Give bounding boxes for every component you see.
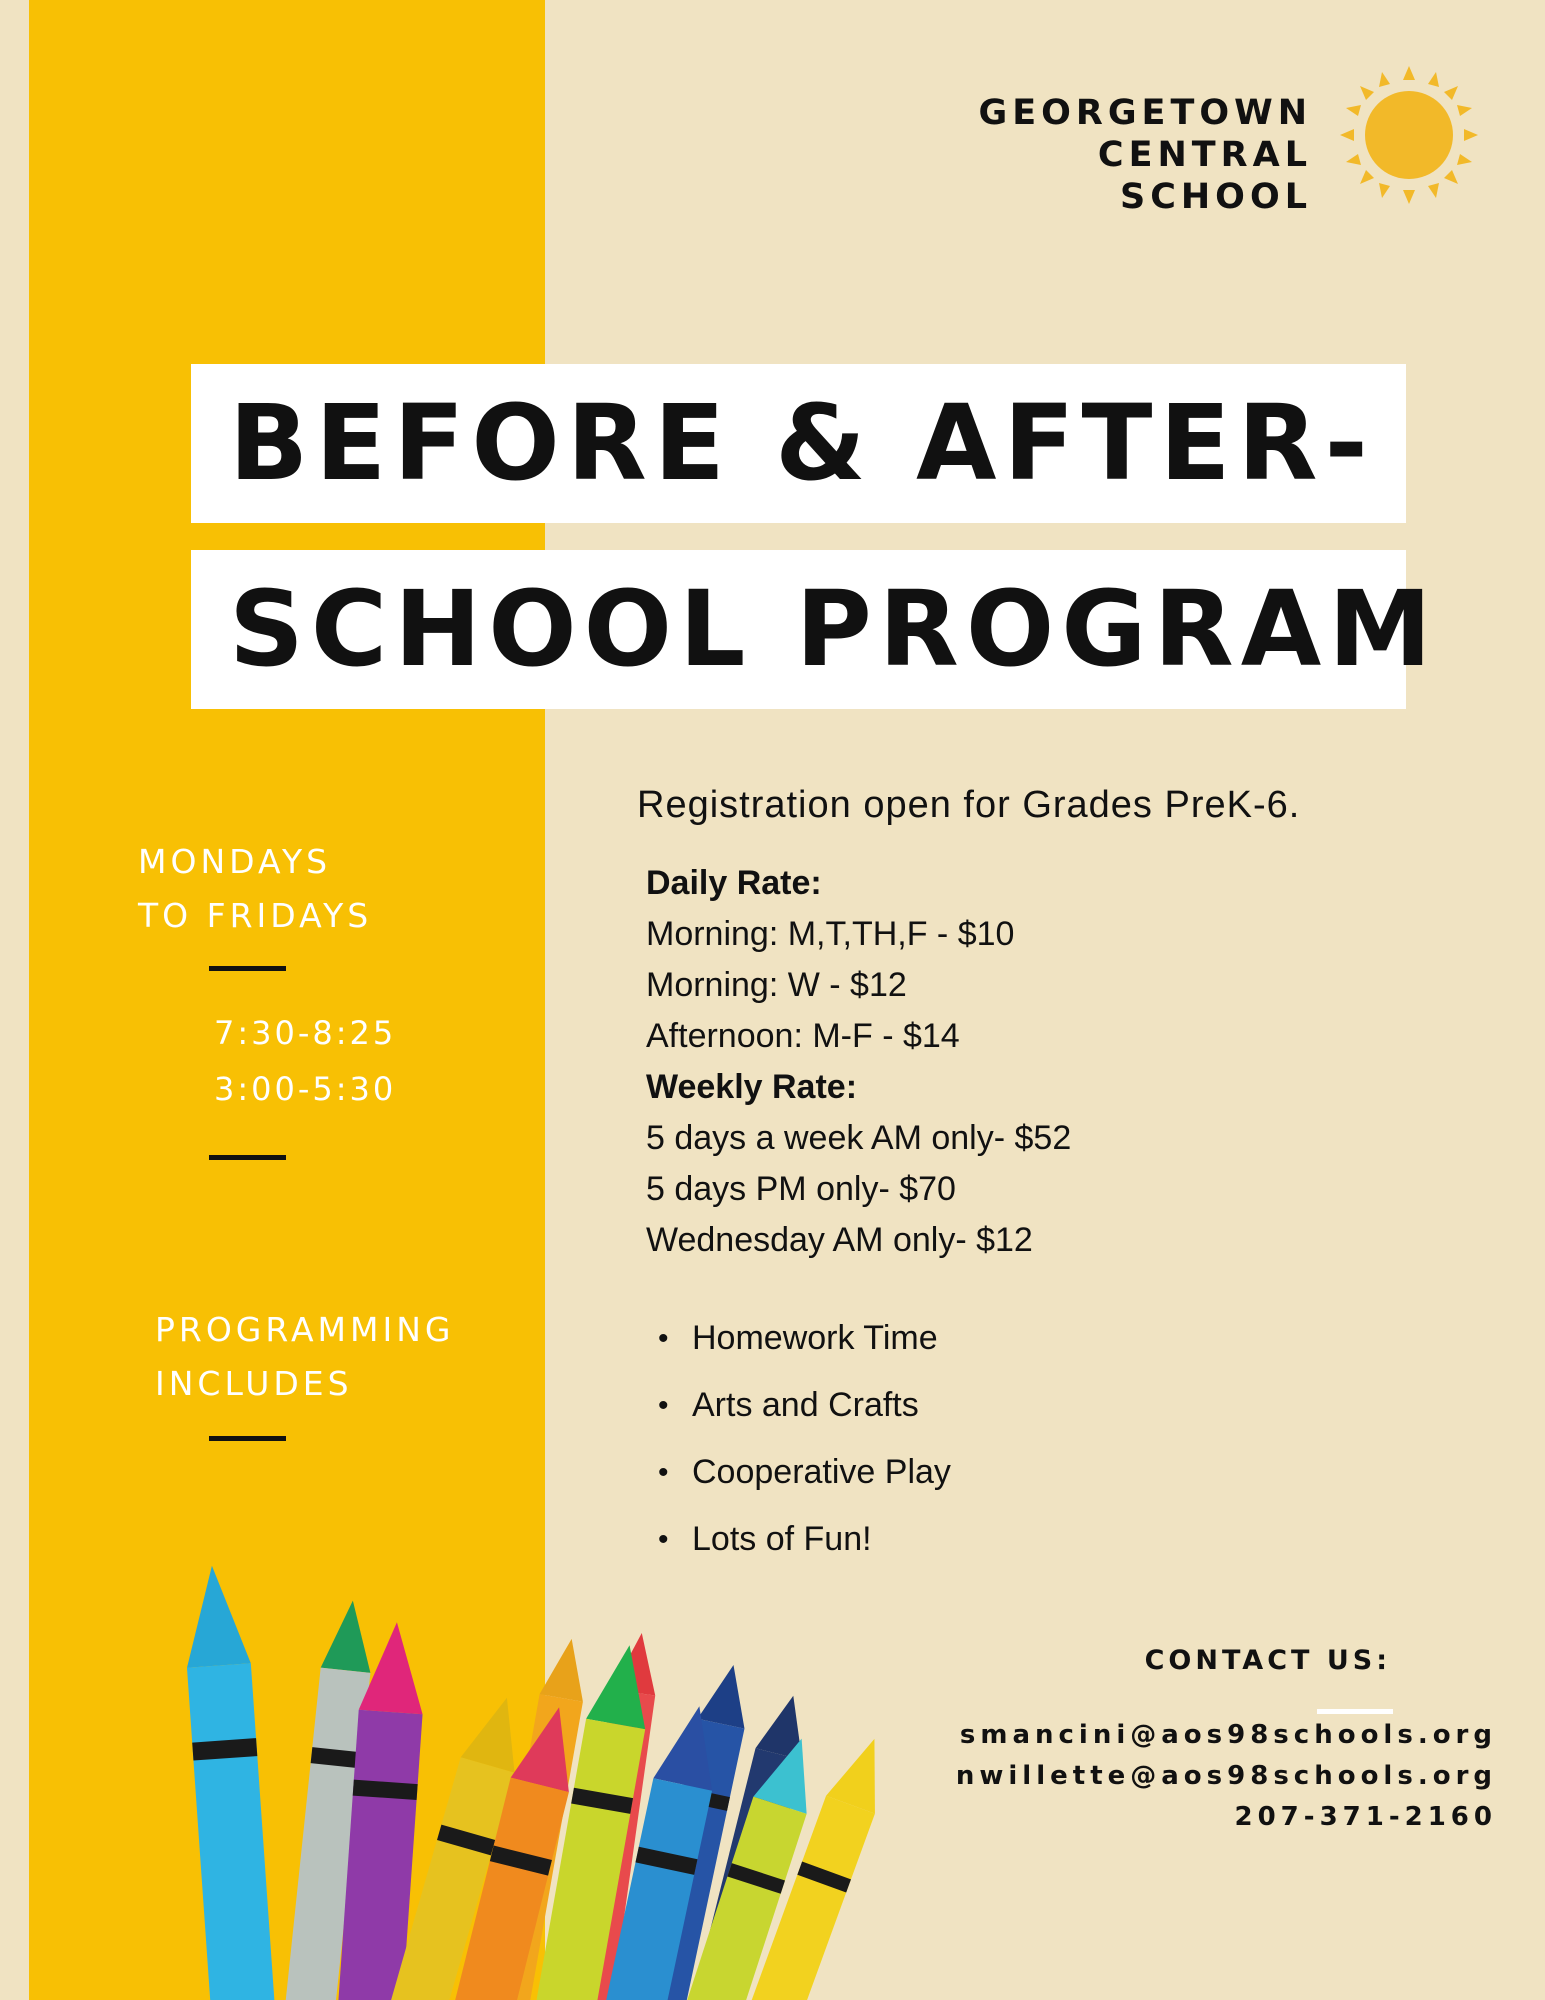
schedule-days	[138, 835, 372, 943]
daily-rate-heading: Daily Rate:	[646, 864, 822, 902]
phone-number[interactable]: 207-371-2160	[1234, 1802, 1497, 1832]
email-link[interactable]: smancini@aos98schools.org	[959, 1720, 1497, 1750]
list-item	[646, 1439, 951, 1506]
bullet-icon: •	[658, 1322, 669, 1355]
sun-icon	[1340, 66, 1478, 204]
page-title-line2: SCHOOL PROGRAM	[229, 568, 1439, 690]
programming-heading-line: PROGRAMMING	[155, 1310, 455, 1349]
schedule-days-line: MONDAYS	[138, 842, 332, 881]
programming-list	[646, 1305, 951, 1573]
page-title-line1: BEFORE & AFTER-	[229, 382, 1375, 504]
divider	[209, 966, 286, 971]
rates-block	[646, 858, 1071, 1266]
school-name-line: CENTRAL	[1097, 135, 1312, 175]
list-item-label: Cooperative Play	[692, 1453, 951, 1491]
school-name-line: SCHOOL	[1120, 177, 1312, 217]
title-box-line2	[191, 550, 1439, 709]
rate-line: Morning: M,T,TH,F - $10	[646, 915, 1015, 953]
list-item	[646, 1305, 951, 1372]
contact-heading: CONTACT US:	[1144, 1645, 1391, 1676]
schedule-times	[214, 1005, 396, 1117]
bullet-icon: •	[658, 1389, 669, 1422]
contact-info	[956, 1715, 1497, 1838]
programming-heading	[155, 1303, 454, 1411]
time-morning: 7:30-8:25	[214, 1014, 397, 1052]
rate-line: Morning: W - $12	[646, 966, 907, 1004]
time-afternoon: 3:00-5:30	[214, 1070, 397, 1108]
email-link[interactable]: nwillette@aos98schools.org	[955, 1761, 1497, 1791]
divider	[209, 1155, 286, 1160]
divider	[209, 1436, 286, 1441]
registration-text: Registration open for Grades PreK-6.	[637, 784, 1301, 826]
list-item-label: Homework Time	[692, 1319, 938, 1357]
rate-line: Wednesday AM only- $12	[646, 1221, 1033, 1259]
bullet-icon: •	[658, 1523, 669, 1556]
contact-divider	[1317, 1709, 1393, 1714]
weekly-rate-heading: Weekly Rate:	[646, 1068, 858, 1106]
rate-line: Afternoon: M-F - $14	[646, 1017, 960, 1055]
list-item	[646, 1372, 951, 1439]
crayon-icon	[180, 1564, 276, 2000]
rate-line: 5 days a week AM only- $52	[646, 1119, 1072, 1157]
schedule-days-line: TO FRIDAYS	[138, 896, 373, 935]
list-item-label: Arts and Crafts	[692, 1386, 919, 1424]
rate-line: 5 days PM only- $70	[646, 1170, 956, 1208]
title-box-line1	[191, 364, 1406, 523]
crayons-illustration	[150, 1540, 930, 2000]
programming-heading-line: INCLUDES	[155, 1364, 353, 1403]
school-name-line: GEORGETOWN	[978, 93, 1312, 133]
list-item-label: Lots of Fun!	[692, 1520, 872, 1558]
bullet-icon: •	[658, 1456, 669, 1489]
school-name	[978, 92, 1312, 218]
